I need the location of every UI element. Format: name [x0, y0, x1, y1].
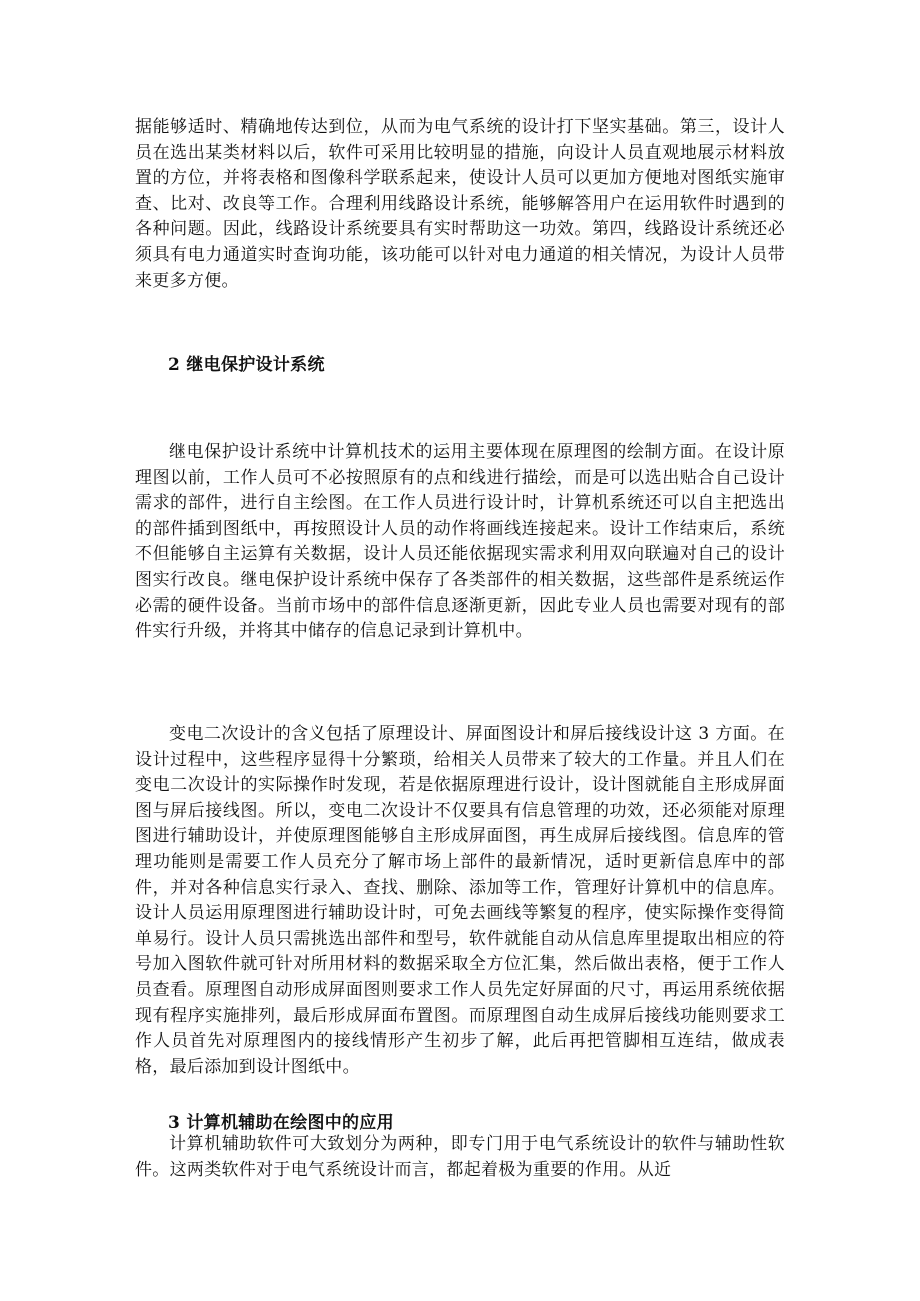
section-heading-relay-protection: 2 继电保护设计系统	[168, 355, 325, 375]
paragraph-line-design-continued: 据能够适时、精确地传达到位，从而为电气系统的设计打下坚实基础。第三，设计人员在选出某类材料以后，软件可采用比较明显的措施，向设计人员直观地展示材料放置的方位，并将表格和图像科学联系起来，使设计人员可以更加方便地对图纸实施审查、比对、改良等工作。合理利用线路设计系统，能够解答用户在运用软件时遇到的各种问题。因此，线路设计系统要具有实时帮助这一功效。第四，线路设计系统还必须具有电力通道实时查询功能，该功能可以针对电力通道的相关情况，为设计人员带来更多方便。	[135, 117, 785, 291]
paragraph-computer-aided-software: 计算机辅助软件可大致划分为两种，即专门用于电气系统设计的软件与辅助性软件。这两类软件对于电气系统设计而言，都起着极为重要的作用。从近	[135, 1134, 785, 1180]
paragraph-relay-protection: 继电保护设计系统中计算机技术的运用主要体现在原理图的绘制方面。在设计原理图以前，工作人员可不必按照原有的点和线进行描绘，而是可以选出贴合自己设计需求的部件，进行自主绘图。在工作人员进行设计时，计算机系统还可以自主把选出的部件插到图纸中，再按照设计人员的动作将画线连接起来。设计工作结束后，系统不但能够自主运算有关数据，设计人员还能依据现实需求利用双向联遍对自己的设计图实行改良。继电保护设计系统中保存了各类部件的相关数据，这些部件是系统运作必需的硬件设备。当前市场中的部件信息逐渐更新，因此专业人员也需要对现有的部件实行升级，并将其中储存的信息记录到计算机中。	[135, 442, 785, 642]
paragraph-substation-secondary-design: 变电二次设计的含义包括了原理设计、屏面图设计和屏后接线设计这 3 方面。在设计过程中，这些程序显得十分繁琐，给相关人员带来了较大的工作量。并且人们在变电二次设计的实际操作时发现，若是依据原理进行设计，设计图就能自主形成屏面图与屏后接线图。所以，变电二次设计不仅要具有信息管理的功效，还必须能对原理图进行辅助设计，并使原理图能够自主形成屏面图，再生成屏后接线图。信息库的管理功能则是需要工作人员充分了解市场上部件的最新情况，适时更新信息库中的部件，并对各种信息实行录入、查找、删除、添加等工作，管理好计算机中的信息库。设计人员运用原理图进行辅助设计时，可免去画线等繁复的程序，使实际操作变得简单易行。设计人员只需挑选出部件和型号，软件就能自动从信息库里提取出相应的符号加入图软件就可针对所用材料的数据采取全方位汇集，然后做出表格，便于工作人员查看。原理图自动形成屏面图则要求工作人员先定好屏面的尺寸，再运用系统依据现有程序实施排列，最后形成屏面布置图。而原理图自动生成屏后接线功能则要求工作人员首先对原理图内的接线情形产生初步了解，此后再把管脚相互连结，做成表格，最后添加到设计图纸中。	[135, 724, 785, 1077]
section-heading-computer-aided-drawing: 3 计算机辅助在绘图中的应用	[168, 1113, 394, 1133]
